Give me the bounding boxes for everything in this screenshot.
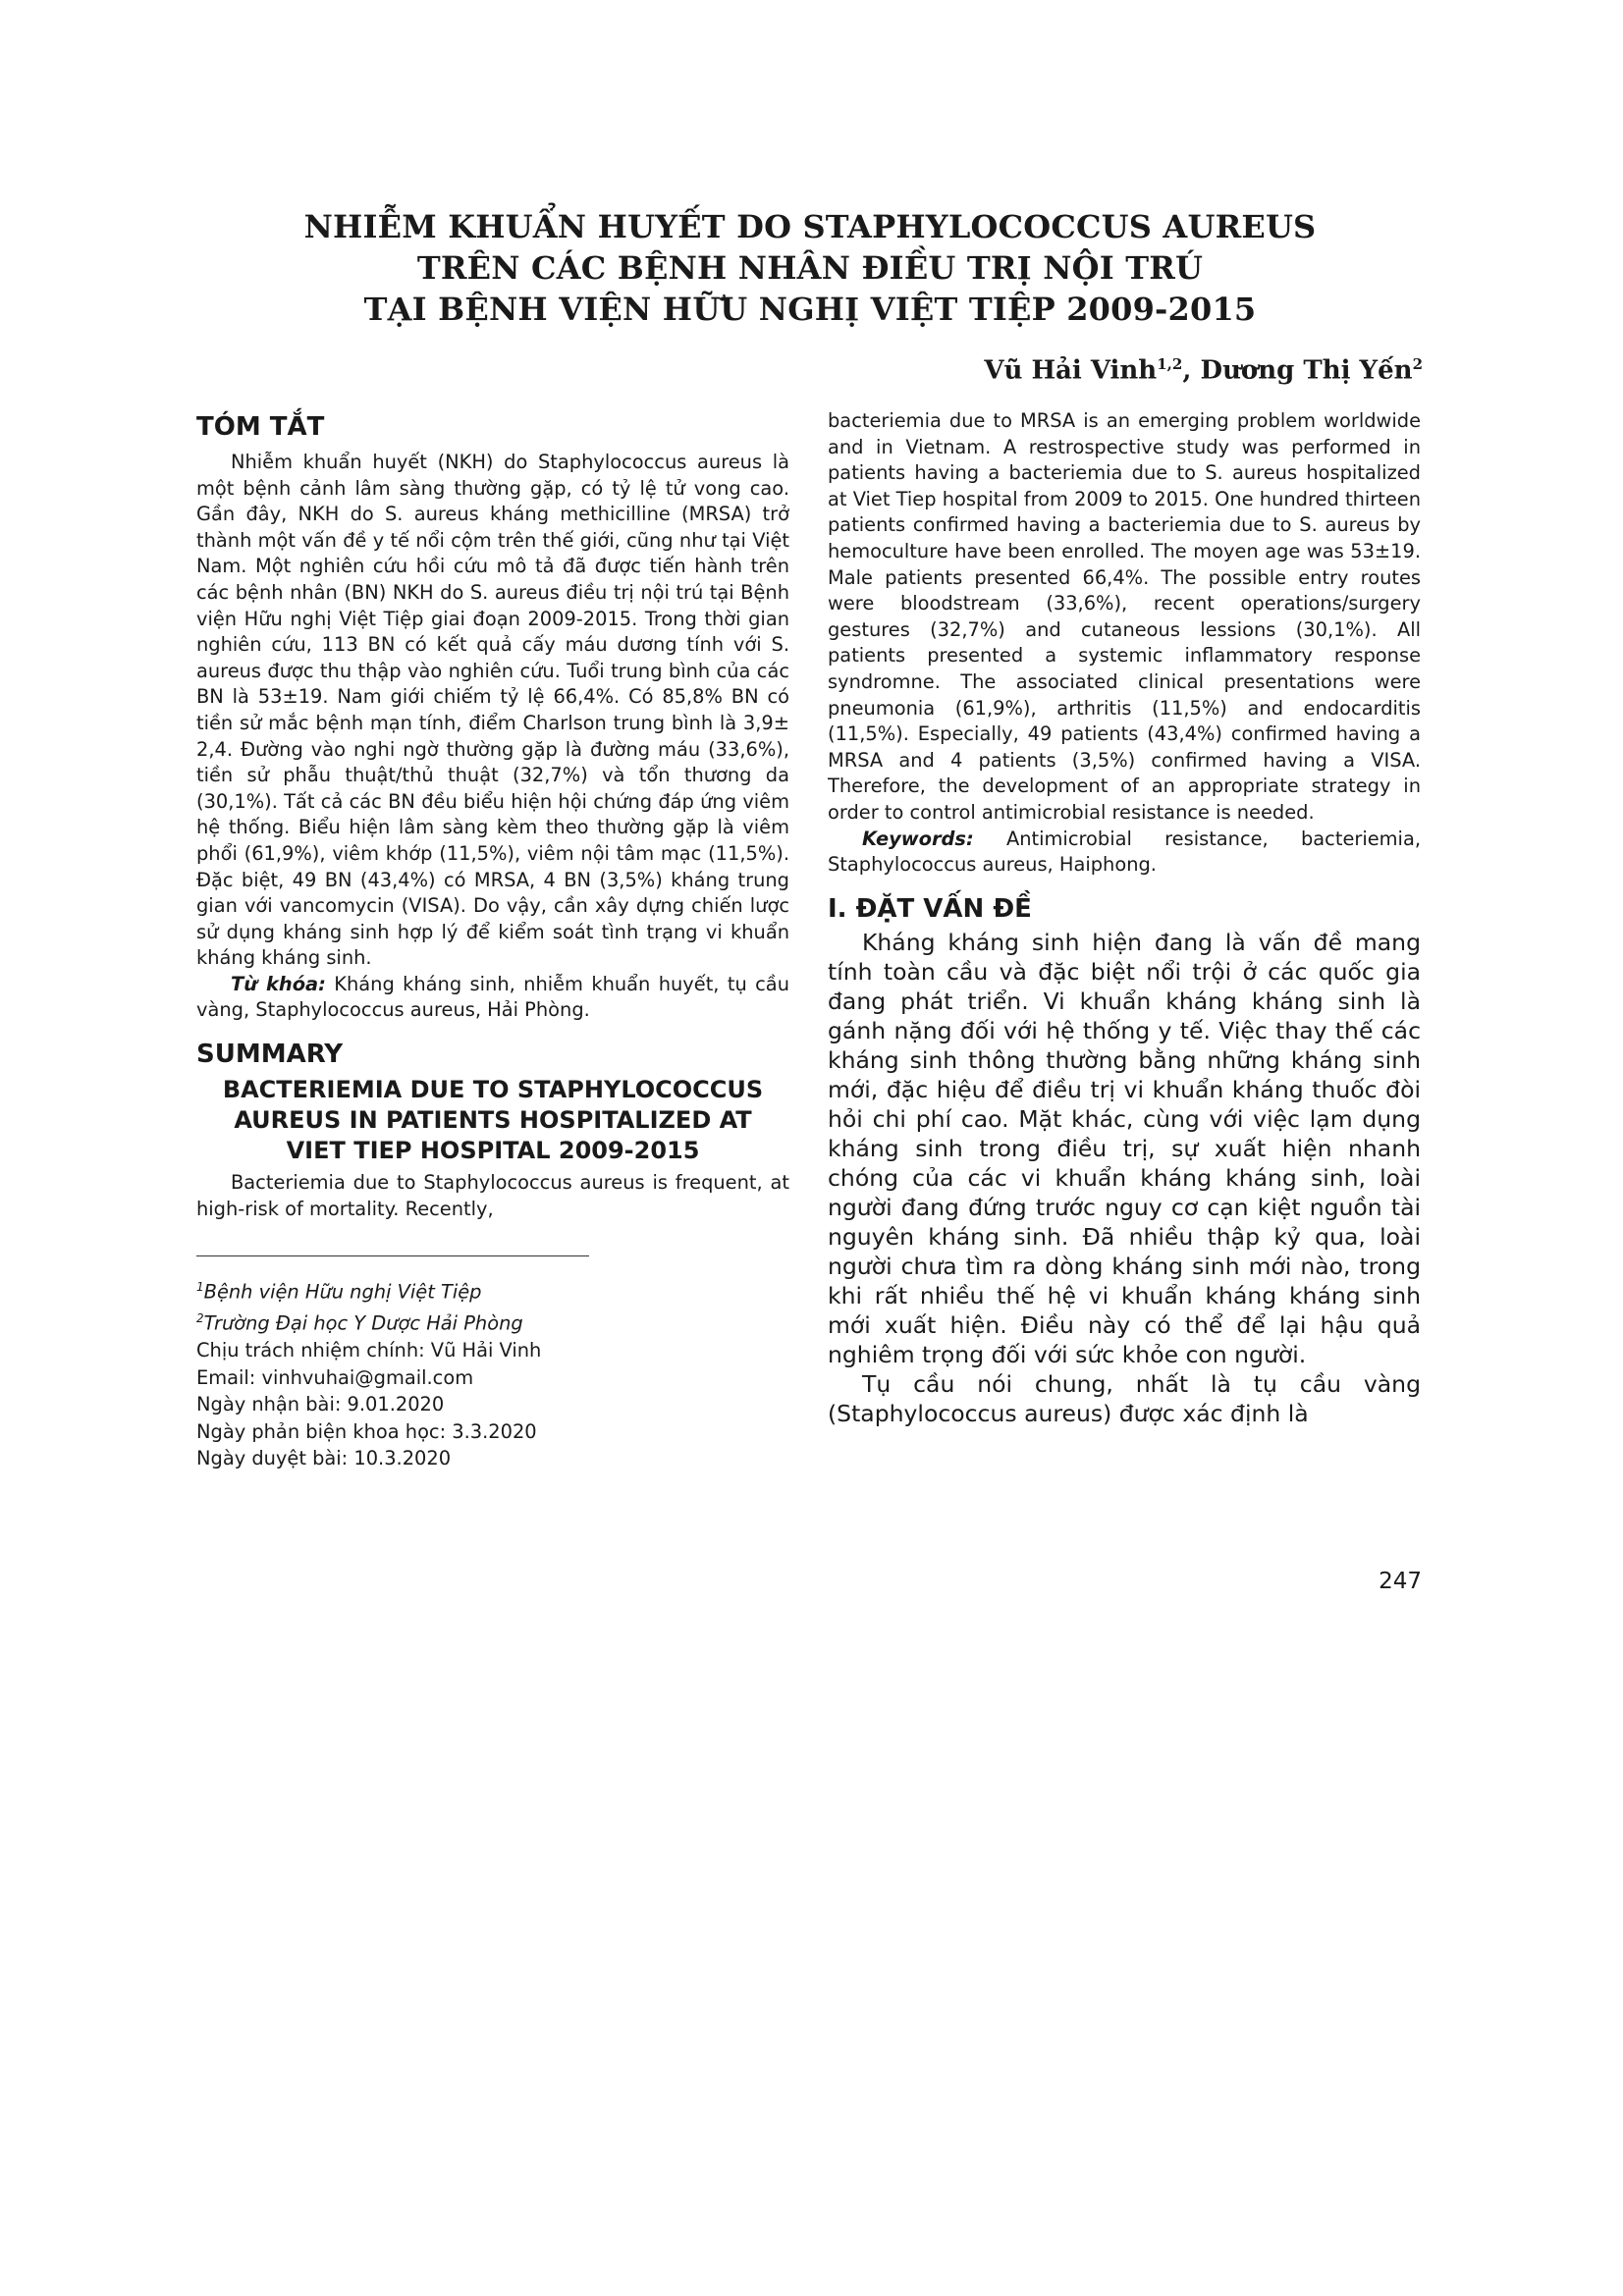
- summary-body-continued: bacteriemia due to MRSA is an emerging problem worldwide and in Vietnam. A restrospective study was performed in patients having a bacteriemia due to S. aureus hospitalized at Viet Tiep hospital from 2009 to 2015. One hundred thirteen patients confirmed having a bacteriemia due to S. aureus by hemoculture have been enrolled. The moyen age was 53±19. Male patients presented 66,4%. The possible entry routes were bloodstream (33,6%), recent operations/surgery gestures (32,7%) and cutaneous lessions (30,1%). All patients presented a systemic inflammatory response syndromne. The associated clinical presentations were pneumonia (61,9%), arthritis (11,5%) and endocarditis (11,5%). Especially, 49 patients (43,4%) confirmed having a MRSA and 4 patients (3,5%) confirmed having a VISA. Therefore, the development of an appropriate strategy in order to control antimicrobial resistance is needed.: [828, 409, 1421, 824]
- summary-title-line-3: VIET TIEP HOSPITAL 2009-2015: [286, 1137, 700, 1165]
- author-1-name: Vũ Hải Vinh: [984, 355, 1158, 386]
- author-2-affiliation: 2: [1412, 355, 1423, 373]
- summary-title-line-1: BACTERIEMIA DUE TO STAPHYLOCOCCUS: [222, 1076, 764, 1104]
- footnote-email: Email: vinhvuhai@gmail.com: [196, 1365, 474, 1389]
- footnote-reviewed: Ngày phản biện khoa học: 3.3.2020: [196, 1419, 537, 1443]
- abstract-vi-body: Nhiễm khuẩn huyết (NKH) do Staphylococcus aureus là một bệnh cảnh lâm sàng thường gặp, có tỷ lệ tử vong cao. Gần đây, NKH do S. aureus kháng methicilline (MRSA) trở thành một vấn đề y tế nổi cộm trên thế giới, cũng như tại Việt Nam. Một nghiên cứu hồi cứu mô tả đã được tiến hành trên các bệnh nhân (BN) NKH do S. aureus điều trị nội trú tại Bệnh viện Hữu nghị Việt Tiệp giai đoạn 2009-2015. Trong thời gian nghiên cứu, 113 BN có kết quả cấy máu dương tính với S. aureus được thu thập vào nghiên cứu. Tuổi trung bình của các BN là 53±19. Nam giới chiếm tỷ lệ 66,4%. Có 85,8% BN có tiền sử mắc bệnh mạn tính, điểm Charlson trung bình là 3,9± 2,4. Đường vào nghi ngờ thường gặp là đường máu (33,6%), tiền sử phẫu thuật/thủ thuật (32,7%) và tổn thương da (30,1%). Tất cả các BN đều biểu hiện hội chứng đáp ứng viêm hệ thống. Biểu hiện lâm sàng kèm theo thường gặp là viêm phổi (61,9%), viêm khớp (11,5%), viêm nội tâm mạc (11,5%). Đặc biệt, 49 BN (43,4%) có MRSA, 4 BN (3,5%) kháng trung gian với vancomycin (VISA). Do vậy, cần xây dựng chiến lược sử dụng kháng sinh hợp lý để kiểm soát tình trạng vi khuẩn kháng kháng sinh.: [196, 451, 789, 970]
- footnote-affiliation-2-mark: 2: [196, 1311, 204, 1326]
- author-separator: ,: [1182, 355, 1201, 386]
- keywords-en-label: Keywords:: [862, 827, 974, 850]
- summary-keywords: [828, 827, 1421, 879]
- footnote-affiliation-2-text: Trường Đại học Y Dược Hải Phòng: [203, 1311, 523, 1335]
- footnote-affiliation-2: [196, 1306, 789, 1337]
- abstract-vi-keywords: [196, 972, 789, 1024]
- keywords-vi-label: Từ khóa:: [231, 972, 326, 995]
- footnote-divider: [196, 1255, 589, 1256]
- summary-title-line-2: AUREUS IN PATIENTS HOSPITALIZED AT: [234, 1106, 752, 1135]
- page-number: 247: [1379, 1569, 1422, 1594]
- title-line-2: TRÊN CÁC BỆNH NHÂN ĐIỀU TRỊ NỘI TRÚ: [416, 249, 1204, 287]
- author-line: [984, 355, 1423, 386]
- author-1-affiliation: 1,2: [1157, 355, 1183, 373]
- footnote-affiliation-1-text: Bệnh viện Hữu nghị Việt Tiệp: [203, 1280, 482, 1304]
- summary-heading: SUMMARY: [196, 1040, 344, 1070]
- author-2-name: Dương Thị Yến: [1200, 355, 1413, 386]
- title-line-1: NHIỄM KHUẨN HUYẾT DO STAPHYLOCOCCUS AUREUS: [303, 208, 1317, 245]
- summary-title: [196, 1075, 789, 1166]
- footnote-received: Ngày nhận bài: 9.01.2020: [196, 1393, 445, 1416]
- section-1-heading: I. ĐẶT VẤN ĐỀ: [828, 893, 1032, 924]
- keywords-en-text: Antimicrobial resistance, bacteriemia, Staphylococcus aureus, Haiphong.: [828, 827, 1421, 877]
- paper-title: [196, 206, 1424, 330]
- section-1-paragraph-2: Tụ cầu nói chung, nhất là tụ cầu vàng (Staphylococcus aureus) được xác định là: [828, 1369, 1421, 1427]
- abstract-vi-heading: TÓM TẮT: [196, 412, 325, 442]
- summary-body-start: Bacteriemia due to Staphylococcus aureus is frequent, at high-risk of mortality. Recently,: [196, 1171, 789, 1220]
- footnote-affiliation-1: [196, 1274, 789, 1306]
- title-line-3: TẠI BỆNH VIỆN HỮU NGHỊ VIỆT TIỆP 2009-2015: [363, 291, 1257, 328]
- left-column: [196, 412, 789, 1472]
- section-1-paragraph-1: Kháng kháng sinh hiện đang là vấn đề mang tính toàn cầu và đặc biệt nổi trội ở các quốc gia đang phát triển. Vi khuẩn kháng kháng sinh là gánh nặng đối với hệ thống y tế. Việc thay thế các kháng sinh thông thường bằng những kháng sinh mới, đặc hiệu để điều trị vi khuẩn kháng thuốc đòi hỏi chi phí cao. Mặt khác, cùng với việc lạm dụng kháng sinh trong điều trị, sự xuất hiện nhanh chóng của các vi khuẩn kháng kháng sinh, loài người đang đứng trước nguy cơ cạn kiệt nguồn tài nguyên kháng sinh. Đã nhiều thập kỷ qua, loài người chưa tìm ra dòng kháng sinh mới nào, trong khi rất nhiều thế hệ vi khuẩn kháng kháng sinh mới xuất hiện. Điều này có thể để lại hậu quả nghiêm trọng đối với sức khỏe con người.: [828, 928, 1421, 1368]
- right-column: [828, 408, 1421, 1428]
- footnote-approved: Ngày duyệt bài: 10.3.2020: [196, 1447, 452, 1470]
- keywords-vi-text: Kháng kháng sinh, nhiễm khuẩn huyết, tụ cầu vàng, Staphylococcus aureus, Hải Phòng.: [196, 972, 789, 1022]
- footnote-responsible: Chịu trách nhiệm chính: Vũ Hải Vinh: [196, 1339, 542, 1362]
- footnote-affiliation-1-mark: 1: [196, 1280, 204, 1295]
